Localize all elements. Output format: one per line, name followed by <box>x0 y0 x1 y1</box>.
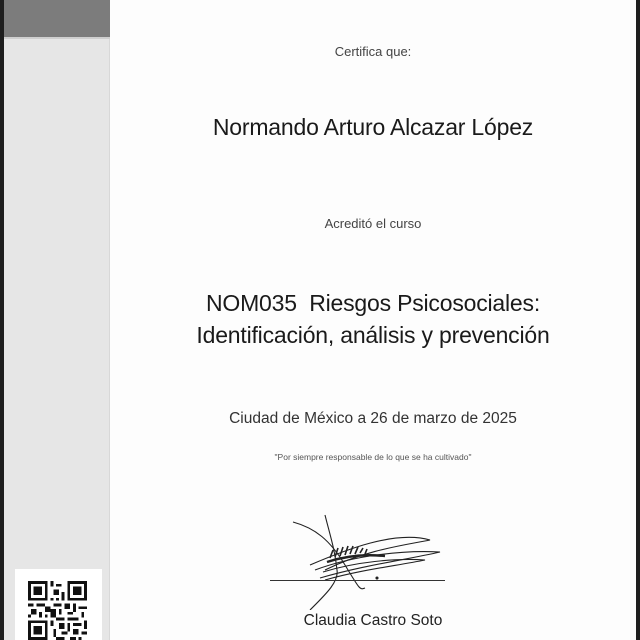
motto: "Por siempre responsable de lo que se ha cultivado" <box>274 452 472 462</box>
qr-code-icon <box>27 581 88 640</box>
signature-icon <box>285 510 445 610</box>
signature-line <box>270 580 445 581</box>
course-title-line-2: Identificación, análisis y prevención <box>196 322 550 348</box>
course-title <box>110 287 636 351</box>
accredited-label: Acreditó el curso <box>324 216 422 231</box>
signer-name: Claudia Castro Soto <box>303 612 443 629</box>
place-date: Ciudad de México a 26 de marzo de 2025 <box>229 410 517 427</box>
sidebar-header-block <box>4 0 110 39</box>
right-edge <box>636 0 640 640</box>
course-title-line-1: NOM035 Riesgos Psicosociales: <box>205 290 541 316</box>
recipient-name: Normando Arturo Alcazar López <box>212 114 534 140</box>
sidebar-panel <box>4 0 110 640</box>
intro-text: Certifica que: <box>334 44 412 59</box>
